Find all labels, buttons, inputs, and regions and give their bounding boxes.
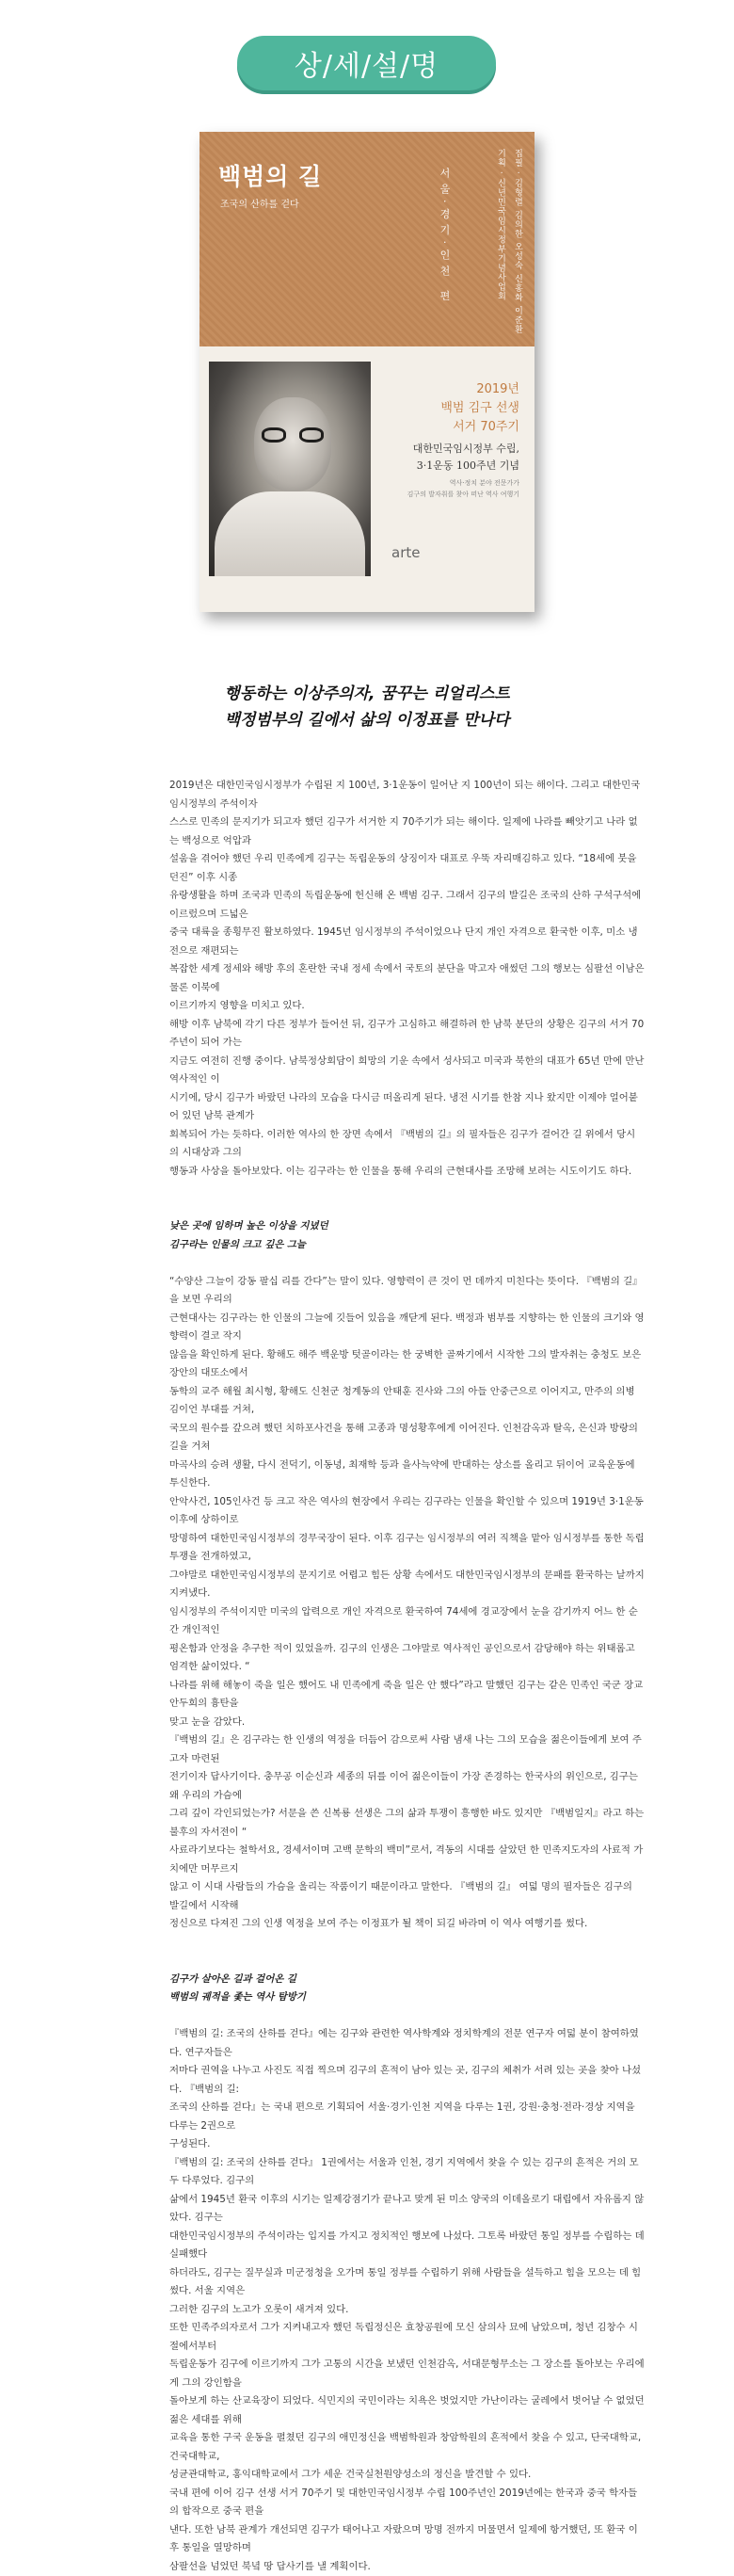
headline-line-2: 백정범부의 길에서 삶의 이정표를 만나다: [0, 706, 734, 730]
paragraph-spacer: [169, 2007, 645, 2026]
commemoration-line: 3·1운동 100주년 기념: [417, 458, 519, 473]
anniversary-name: 백범 김구 선생: [440, 397, 519, 415]
portrait-face: [254, 397, 331, 491]
body-line: 구성된다.: [169, 2135, 645, 2154]
body-line: 행동과 사상을 돌아보았다. 이는 김구라는 한 인물을 통해 우리의 근현대사를 조망해 보려는 시도이기도 하다.: [169, 1163, 645, 1182]
portrait-photo: [209, 362, 371, 576]
body-line: 망명하여 대한민국임시정부의 경무국장이 된다. 이후 김구는 임시정부의 여러 직책을 맡아 임시정부를 통한 독립투쟁을 전개하였고,: [169, 1530, 645, 1567]
body-line: 이르기까지 영향을 미치고 있다.: [169, 997, 645, 1016]
body-line: 시기에, 당시 김구가 바랐던 나라의 모습을 다시금 떠올리게 된다. 냉전 시기를 한참 지나 왔지만 이제야 얼어붙어 있던 남북 관계가: [169, 1089, 645, 1126]
body-line: 국내 편에 이어 김구 선생 서거 70주기 및 대한민국임시정부 수립 100주년인 2019년에는 한국과 중국 학자들의 합작으로 중국 편을: [169, 2485, 645, 2521]
body-line: 『백범의 길』은 김구라는 한 인생의 역정을 더듬어 감으로써 사람 냄새 나는 그의 모습을 젊은이들에게 보여 주고자 마련된: [169, 1731, 645, 1768]
body-line: 정신으로 다져진 그의 인생 역정을 보여 주는 이정표가 될 책이 되길 바라며 이 역사 여행기를 썼다.: [169, 1915, 645, 1934]
headline-line-1: 행동하는 이상주의자, 꿈꾸는 리얼리스트: [0, 680, 734, 703]
body-line: 않음을 확인하게 된다. 황해도 해주 백운방 텃골이라는 한 궁벽한 골짜기에서 시작한 그의 발자취는 충청도 보은 장안의 대또소에서: [169, 1346, 645, 1383]
body-line: 전기이자 답사기이다. 충무공 이순신과 세종의 뒤를 이어 젊은이들이 가장 존경하는 한국사의 위인으로, 김구는 왜 우리의 가슴에: [169, 1768, 645, 1805]
book-credit-authors: 집필 · 김형렬 김의한 오성숙 신홍화 이준환: [512, 149, 524, 334]
body-line: 설움을 겪어야 했던 우리 민족에게 김구는 독립운동의 상징이자 대표로 우뚝 자리매김하고 있다. “18세에 붓을 던진” 이후 시종: [169, 850, 645, 887]
paragraph-spacer: [169, 1254, 645, 1273]
body-line: 낸다. 또한 남북 관계가 개선되면 김구가 태어나고 자랐으며 망명 전까지 머물면서 일제에 항거했던, 또 환국 이후 통일을 열망하며: [169, 2521, 645, 2558]
body-line: 국모의 원수를 갚으려 했던 치하포사건을 통해 고종과 명성황후에게 이어진다. 인천감옥과 탈옥, 은신과 방랑의 길을 거쳐: [169, 1420, 645, 1457]
portrait-robe: [215, 491, 365, 576]
anniversary-year: 2019년: [476, 378, 519, 396]
body-line: 그러한 김구의 노고가 오롯이 새겨져 있다.: [169, 2301, 645, 2320]
paragraph-spacer: [169, 1952, 645, 1971]
body-line: 『백범의 길: 조국의 산하를 걷다』에는 김구와 관련한 역사학계와 정치학계의 전문 연구자 여덟 분이 참여하였다. 연구자들은: [169, 2025, 645, 2062]
section-heading: 백범의 궤적을 좇는 역사 탐방기: [169, 1988, 645, 2007]
portrait-glasses: [262, 427, 324, 444]
body-line: 임시정부의 주석이지만 미국의 압력으로 개인 자격으로 환국하여 74세에 경교장에서 눈을 감기까지 어느 한 순간 개인적인: [169, 1603, 645, 1640]
book-title: 백범의 길: [218, 158, 322, 192]
body-line: 해방 이후 남북에 각기 다른 정부가 들어선 뒤, 김구가 고심하고 해결하려 한 남북 분단의 상황은 김구의 서거 70주년이 되어 가는: [169, 1016, 645, 1053]
body-line: 동학의 교주 해월 최시형, 황해도 신천군 청계동의 안태훈 진사와 그의 아들 안중근으로 이어지고, 만주의 의병 김이언 부대를 거쳐,: [169, 1383, 645, 1420]
tagline-line: 역사·정치 분야 전문가가: [450, 478, 519, 488]
section-heading: 낮은 곳에 임하며 높은 이상을 지녔던: [169, 1217, 645, 1236]
publisher-logo: arte: [391, 544, 420, 561]
commemoration-line: 대한민국임시정부 수립,: [413, 441, 519, 456]
body-line: 마곡사의 승려 생활, 다시 전덕기, 이동녕, 최재학 등과 을사늑약에 반대하는 상소를 올리고 뒤이어 교육운동에 투신한다.: [169, 1457, 645, 1493]
anniversary-event: 서거 70주기: [453, 416, 519, 434]
body-line: 교육을 통한 구국 운동을 펼쳤던 김구의 애민정신을 백범학원과 창암학원의 흔적에서 찾을 수 있고, 단국대학교, 건국대학교,: [169, 2429, 645, 2466]
book-region: 서울·경기·인천 편: [437, 168, 452, 307]
section-title-banner: [237, 36, 496, 90]
body-line: 독립운동가 김구에 이르기까지 그가 고통의 시간을 보냈던 인천감옥, 서대문형무소는 그 장소를 돌아보는 우리에게 그의 강인함을: [169, 2356, 645, 2392]
paragraph-spacer: [169, 1934, 645, 1953]
body-line: 삶에서 1945년 환국 이후의 시기는 일제강점기가 끝나고 맞게 된 미소 양국의 이데올로기 대립에서 자유롭지 않았다. 김구는: [169, 2191, 645, 2228]
paragraph-spacer: [169, 1181, 645, 1199]
body-line: 스스로 민족의 문지기가 되고자 했던 김구가 서거한 지 70주기가 되는 해이다. 일제에 나라를 빼앗기고 나라 없는 백성으로 억압과: [169, 813, 645, 850]
book-subtitle: 조국의 산하를 걷다: [220, 196, 299, 210]
body-line: 그리 깊이 각인되었는가? 서문을 쓴 신복룡 선생은 그의 삶과 투쟁이 흥행한 바도 있지만 『백범일지』라고 하는 불후의 자서전이 “: [169, 1805, 645, 1842]
body-line: 성균관대학교, 홍익대학교에서 그가 세운 건국실천원양성소의 정신을 발견할 수 있다.: [169, 2466, 645, 2485]
body-line: 않고 이 시대 사람들의 가슴을 울리는 작품이기 때문이라고 말한다. 『백범의 길』 여덟 명의 필자들은 김구의 발길에서 시작해: [169, 1878, 645, 1915]
book-cover: [199, 132, 535, 612]
body-line: 사료라기보다는 철학서요, 경세서이며 고백 문학의 백미”로서, 격동의 시대를 살았던 한 민족지도자의 사료적 가치에만 머무르지: [169, 1842, 645, 1878]
description-body: [169, 777, 645, 2576]
body-line: 그야말로 대한민국임시정부의 문지기로 어렵고 힘든 상황 속에서도 대한민국임시정부의 문패를 환국하는 날까지 지켜냈다.: [169, 1567, 645, 1603]
body-line: 평온함과 안정을 추구한 적이 있었을까. 김구의 인생은 그야말로 역사적인 공인으로서 감당해야 하는 위태롭고 엄격한 삶이었다. “: [169, 1640, 645, 1677]
body-line: 복잡한 세계 정세와 해방 후의 혼란한 국내 정세 속에서 국토의 분단을 막고자 애썼던 그의 행보는 심팔선 이남은 물론 이북에: [169, 960, 645, 997]
body-line: 지금도 여전히 진행 중이다. 남북정상회담이 희망의 기운 속에서 성사되고 미국과 북한의 대표가 65년 만에 만난 역사적인 이: [169, 1053, 645, 1089]
body-line: 유랑생활을 하며 조국과 민족의 독립운동에 헌신해 온 백범 김구. 그래서 김구의 발길은 조국의 산하 구석구석에 이르렀으며 드넓은: [169, 887, 645, 924]
book-credit-planning: 기획 · 신년민국임시정부기념사업회: [495, 149, 507, 301]
body-line: 안악사건, 105인사건 등 크고 작은 역사의 현장에서 우리는 김구라는 인물을 확인할 수 있으며 1919년 3·1운동 이후에 상하이로: [169, 1493, 645, 1530]
body-line: 돌아보게 하는 산교육장이 되었다. 식민지의 국민이라는 치욕은 벗었지만 가난이라는 굴레에서 벗어날 수 없었던 젊은 세대를 위해: [169, 2392, 645, 2429]
body-line: 저마다 권역을 나누고 사진도 직접 찍으며 김구의 흔적이 남아 있는 곳, 김구의 체취가 서려 있는 곳을 찾아 나섰다. 『백범의 길:: [169, 2062, 645, 2099]
tagline-line: 김구의 발자취를 찾아 떠난 역사 여행기: [407, 490, 519, 499]
body-line: 맞고 눈을 감았다.: [169, 1714, 645, 1732]
section-title: 상/세/설/명: [295, 42, 439, 84]
body-line: 중국 대륙을 종횡무진 활보하였다. 1945년 임시정부의 주석이었으나 단지 개인 자격으로 환국한 이후, 미소 냉전으로 재편되는: [169, 924, 645, 960]
section-heading: 김구가 살아온 길과 걸어온 길: [169, 1971, 645, 1989]
body-line: 2019년은 대한민국임시정부가 수립된 지 100년, 3·1운동이 일어난 지 100년이 되는 해이다. 그리고 대한민국임시정부의 주석이자: [169, 777, 645, 813]
body-line: 조국의 산하를 걷다』는 국내 편으로 기획되어 서울·경기·인천 지역을 다루는 1권, 강원·충청·전라·경상 지역을 다루는 2권으로: [169, 2099, 645, 2135]
body-line: 회복되어 가는 듯하다. 이러한 역사의 한 장면 속에서 『백범의 길』의 필자들은 김구가 걸어간 길 위에서 당시의 시대상과 그의: [169, 1126, 645, 1163]
body-line: 대한민국임시정부의 주석이라는 입지를 가지고 정치적인 행보에 나섰다. 그토록 바랐던 통일 정부를 수립하는 데 실패했다: [169, 2228, 645, 2264]
body-line: 『백범의 길: 조국의 산하를 걷다』 1권에서는 서울과 인천, 경기 지역에서 찾을 수 있는 김구의 흔적은 거의 모두 다루었다. 김구의: [169, 2154, 645, 2191]
body-line: “수양산 그늘이 강동 팔십 리를 간다”는 말이 있다. 영향력이 큰 것이 먼 데까지 미친다는 뜻이다. 『백범의 길』을 보면 우리의: [169, 1273, 645, 1310]
body-line: 근현대사는 김구라는 한 인물의 그늘에 깃들어 있음을 깨닫게 된다. 백정과 범부를 지향하는 한 인물의 크기와 영향력이 결코 작지: [169, 1310, 645, 1346]
body-line: 나라를 위해 해놓이 죽을 일은 했어도 내 민족에게 죽을 일은 안 했다”라고 말했던 김구는 같은 민족인 국군 장교 안두희의 흉탄을: [169, 1677, 645, 1714]
paragraph-spacer: [169, 1199, 645, 1218]
body-line: 삼팔선을 넘었던 북녘 땅 답사기를 낼 계획이다.: [169, 2558, 645, 2576]
section-heading: 김구라는 인물의 크고 깊은 그늘: [169, 1236, 645, 1255]
body-line: 하더라도, 김구는 질무실과 미군정청을 오가며 통일 정부를 수립하기 위해 사람들을 설득하고 힘을 모으는 데 힘썼다. 서울 지역은: [169, 2264, 645, 2301]
body-line: 또한 민족주의자로서 그가 지켜내고자 했던 독립정신은 효창공원에 모신 삼의사 묘에 남았으며, 청년 김창수 시절에서부터: [169, 2319, 645, 2356]
